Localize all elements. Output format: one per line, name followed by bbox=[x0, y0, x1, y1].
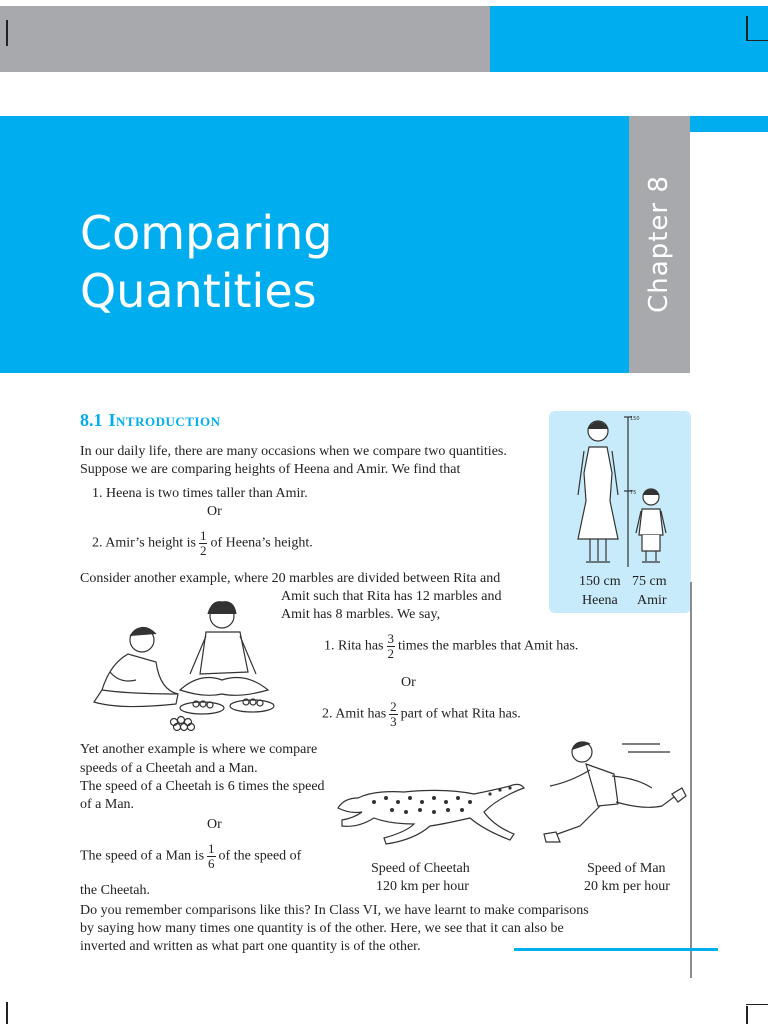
cheetah-speed-label: Speed of Cheetah bbox=[371, 861, 470, 876]
man-speed-line2: the Cheetah. bbox=[80, 883, 150, 898]
heena-figure-icon bbox=[578, 421, 618, 562]
paragraph-2-line1: Consider another example, where 20 marbles are divided between Rita and bbox=[80, 571, 501, 586]
header-bar-gray bbox=[0, 6, 490, 72]
chapter-label: Chapter 8 bbox=[644, 175, 674, 313]
crop-mark bbox=[746, 16, 748, 40]
plate-icon bbox=[230, 700, 274, 712]
height-illustration bbox=[560, 411, 680, 573]
paragraph-4-line1: Do you remember comparisons like this? In Class VI, we have learnt to make comparisons bbox=[80, 903, 589, 918]
man-speed-label: Speed of Man bbox=[587, 861, 666, 876]
fraction-denominator: 3 bbox=[390, 714, 397, 729]
item2-suffix: of Heena’s height. bbox=[210, 535, 313, 551]
amir-height-label: 75 cm bbox=[632, 574, 667, 589]
fraction-numerator: 1 bbox=[199, 528, 207, 543]
fraction-denominator: 6 bbox=[208, 856, 215, 871]
crop-mark bbox=[746, 40, 768, 41]
banner-margin bbox=[690, 132, 768, 373]
fraction-one-sixth bbox=[207, 842, 216, 871]
paragraph-3-line4: of a Man. bbox=[80, 797, 135, 812]
paragraph-2-line2: Amit such that Rita has 12 marbles and bbox=[281, 589, 502, 604]
heena-height-label: 150 cm bbox=[579, 574, 621, 589]
fraction-numerator: 1 bbox=[208, 841, 215, 856]
paragraph-3-line3: The speed of a Cheetah is 6 times the speed bbox=[80, 779, 325, 794]
amir-figure-icon bbox=[636, 489, 666, 562]
crop-mark bbox=[6, 20, 8, 46]
man-speed-value: 20 km per hour bbox=[584, 879, 670, 894]
section-heading bbox=[80, 410, 220, 431]
man-suffix: of the speed of bbox=[218, 848, 302, 864]
margin-rule bbox=[690, 582, 692, 978]
fraction-three-halves bbox=[387, 632, 396, 661]
fraction-one-half bbox=[199, 529, 208, 558]
paragraph-2-line3: Amit has 8 marbles. We say, bbox=[281, 607, 441, 622]
crop-mark bbox=[746, 1006, 748, 1024]
fraction-denominator: 2 bbox=[199, 543, 207, 558]
paragraph-1-line1: In our daily life, there are many occasions when we compare two quantities. bbox=[80, 444, 507, 459]
fraction-numerator: 2 bbox=[390, 699, 397, 714]
rita-figure-icon bbox=[94, 627, 178, 706]
fraction-two-thirds bbox=[389, 700, 398, 729]
amir-name-label: Amir bbox=[637, 593, 667, 608]
crop-mark bbox=[6, 1002, 8, 1024]
chapter-title-line2: Quantities bbox=[80, 264, 317, 318]
list-item-amir-height bbox=[92, 529, 313, 558]
amit-prefix: 2. Amit has bbox=[322, 706, 387, 722]
paragraph-3-line1: Yet another example is where we compare bbox=[80, 742, 318, 757]
section-title: Introduction bbox=[108, 410, 221, 430]
paragraph-4-line3: inverted and written as what part one quantity is of the other. bbox=[80, 939, 421, 954]
or-text: Or bbox=[207, 817, 222, 832]
runner-illustration bbox=[540, 738, 690, 850]
paragraph-3-line2: speeds of a Cheetah and a Man. bbox=[80, 761, 258, 776]
list-item-heena: 1. Heena is two times taller than Amir. bbox=[92, 486, 308, 501]
rita-suffix: times the marbles that Amit has. bbox=[398, 638, 579, 654]
fraction-numerator: 3 bbox=[387, 631, 394, 646]
paragraph-4-line2: by saying how many times one quantity is of the other. Here, we see that it can also be bbox=[80, 921, 564, 936]
or-text: Or bbox=[207, 504, 222, 519]
rita-prefix: 1. Rita has bbox=[324, 638, 384, 654]
list-item-rita bbox=[324, 632, 578, 661]
chapter-title bbox=[80, 204, 333, 320]
scale-mid-label: 75 bbox=[630, 490, 637, 496]
heena-name-label: Heena bbox=[582, 593, 618, 608]
item2-prefix: 2. Amir’s height is bbox=[92, 535, 196, 551]
footer-accent-line bbox=[514, 948, 718, 951]
amit-suffix: part of what Rita has. bbox=[400, 706, 521, 722]
section-number: 8.1 bbox=[80, 410, 103, 430]
paragraph-1-line2: Suppose we are comparing heights of Heena and Amir. We find that bbox=[80, 462, 461, 477]
plate-icon bbox=[180, 702, 224, 714]
cheetah-icon bbox=[338, 784, 524, 844]
header-bar-blue bbox=[490, 6, 768, 72]
marbles-illustration bbox=[80, 594, 280, 734]
crop-mark bbox=[746, 1004, 768, 1005]
amit-figure-icon bbox=[180, 602, 268, 696]
man-speed-line bbox=[80, 842, 301, 871]
scale-top-label: 150 bbox=[630, 416, 640, 422]
cheetah-speed-value: 120 km per hour bbox=[376, 879, 469, 894]
cheetah-illustration bbox=[334, 778, 534, 852]
chapter-title-line1: Comparing bbox=[80, 206, 333, 260]
fraction-denominator: 2 bbox=[387, 646, 394, 661]
or-text: Or bbox=[401, 675, 416, 690]
list-item-amit bbox=[322, 700, 521, 729]
running-man-icon bbox=[544, 742, 686, 842]
man-prefix: The speed of a Man is bbox=[80, 848, 205, 864]
